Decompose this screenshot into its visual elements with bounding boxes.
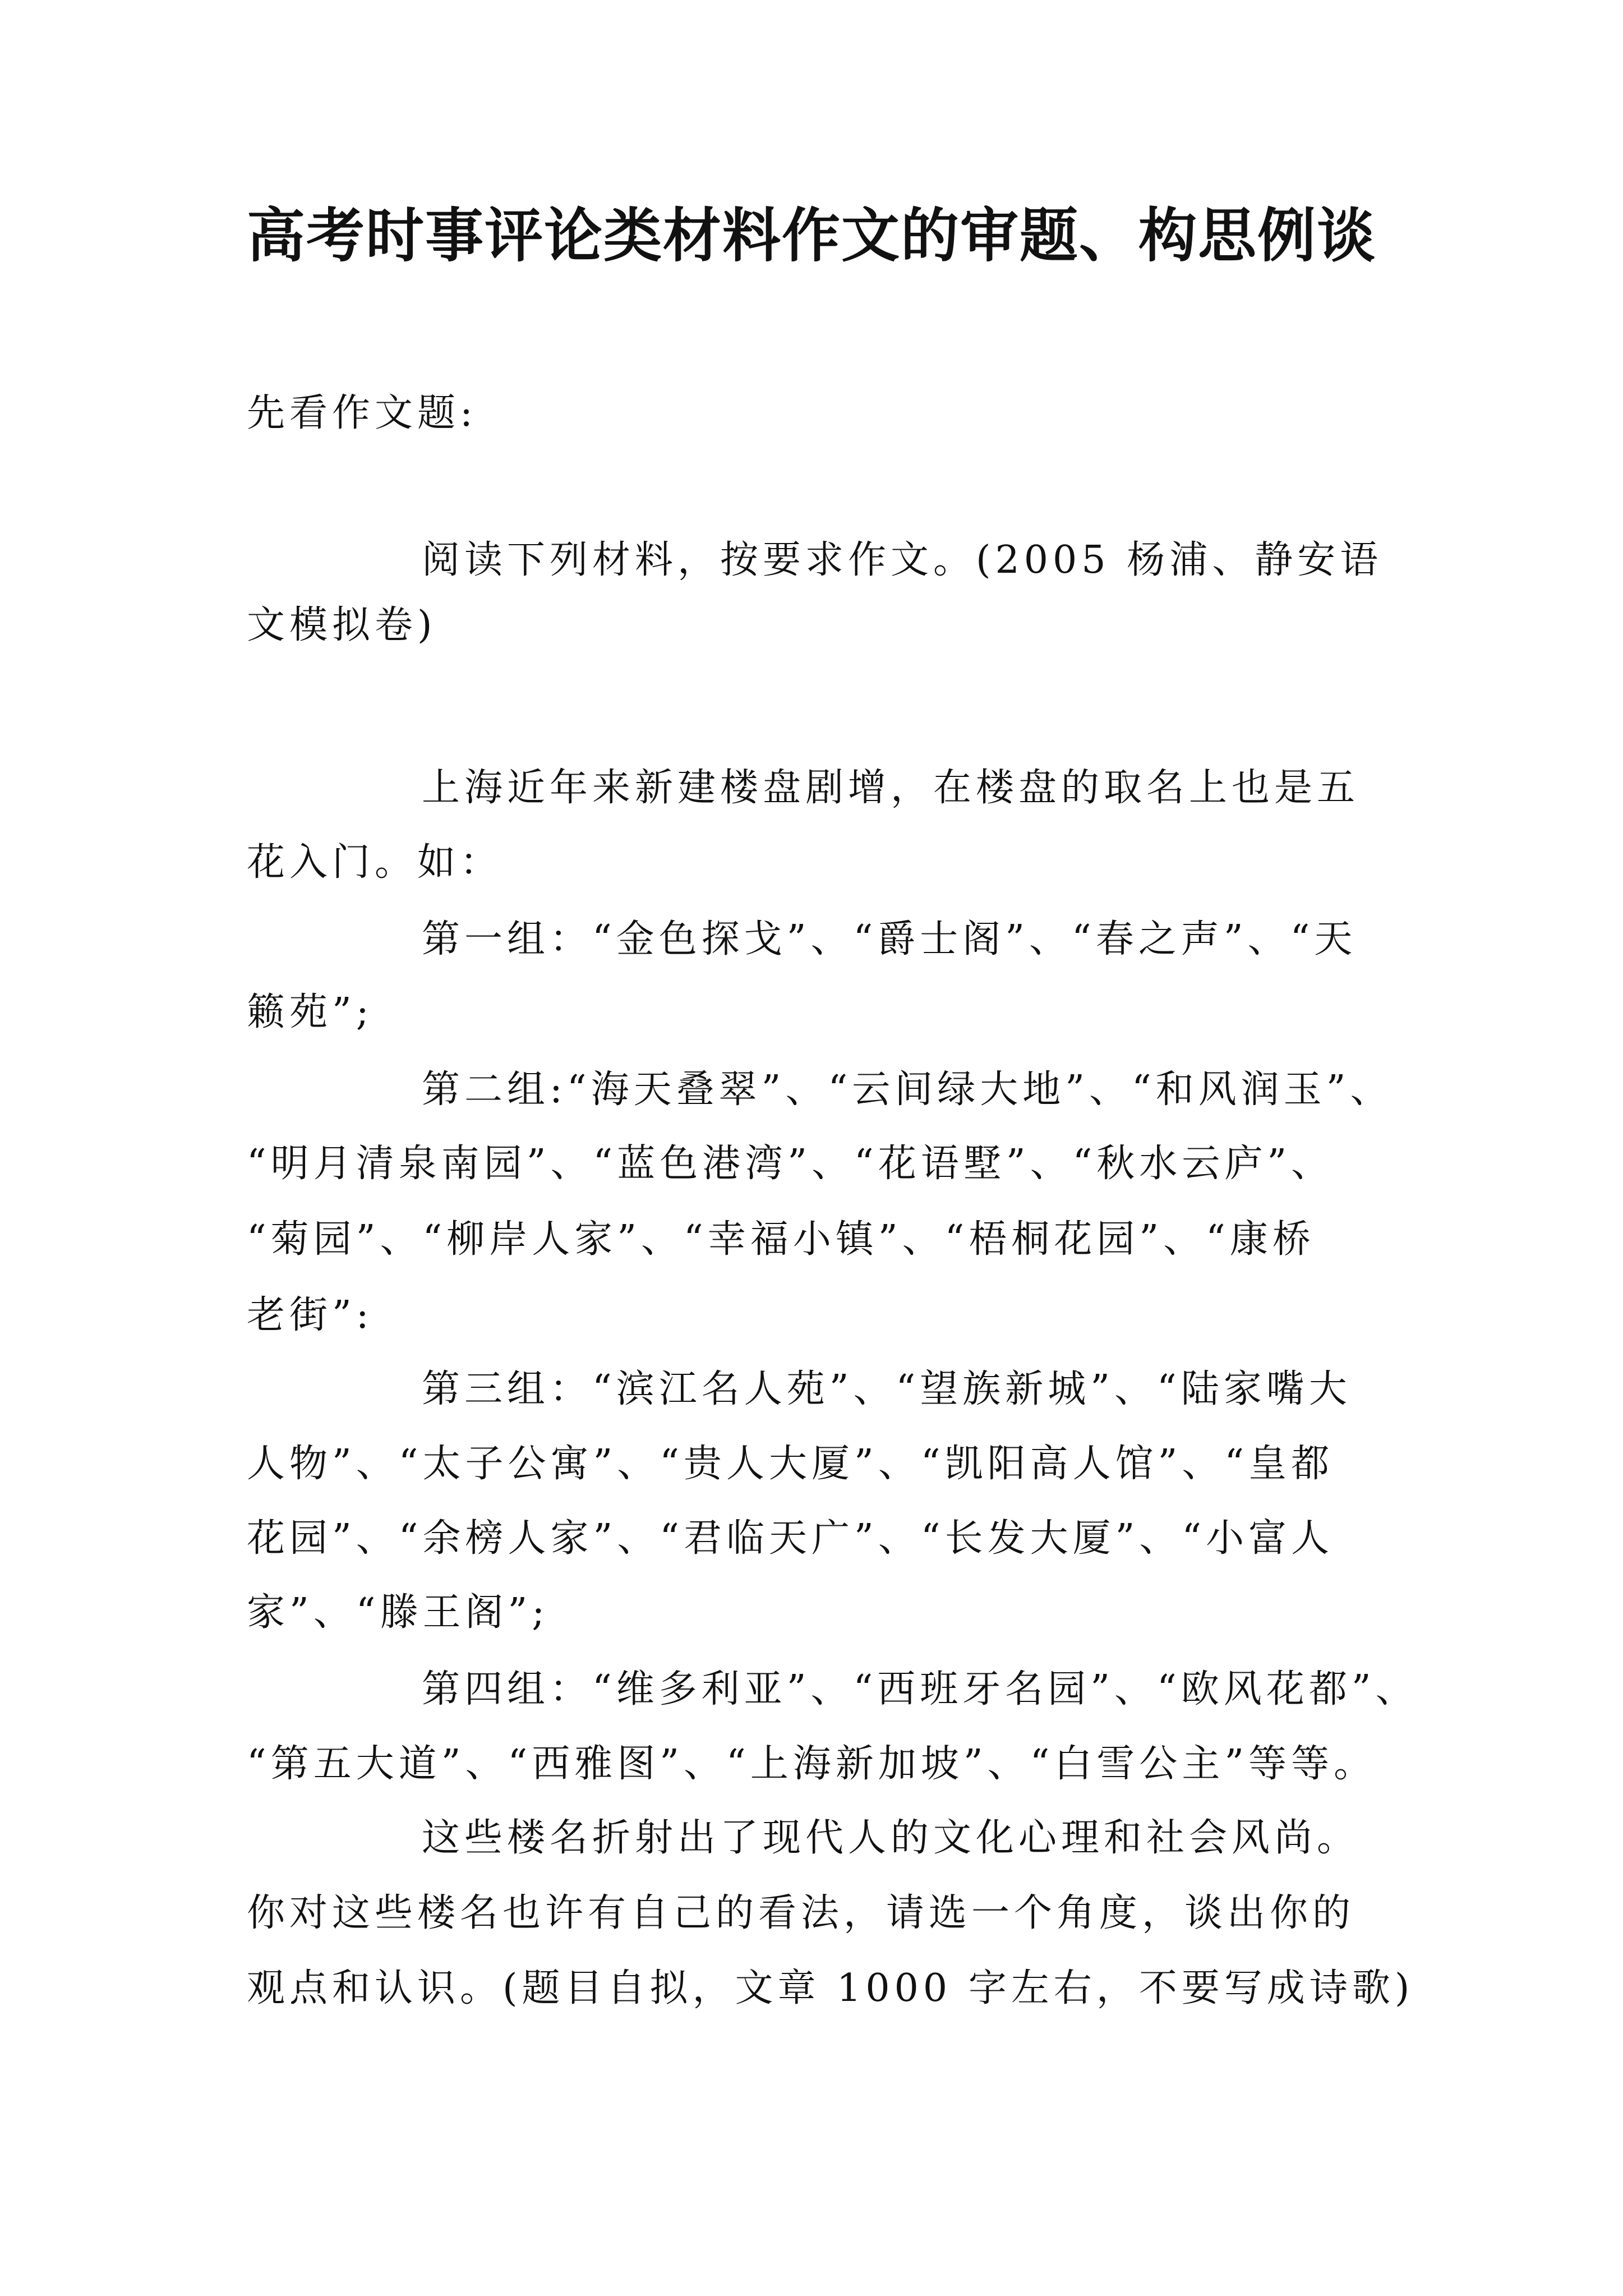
intro-text: 先看作文题:	[247, 391, 477, 435]
closing-line-3: 观点和认识。(题目自拟，文章 1000 字左右，不要写成诗歌)	[247, 1966, 1414, 2010]
document-title: 高考时事评论类材料作文的审题、构思例谈	[247, 201, 1377, 270]
group2-line-2: “明月清泉南园”、“蓝色港湾”、“花语墅”、“秋水云庐”、	[247, 1142, 1334, 1186]
instruction-line-2: 文模拟卷)	[247, 603, 437, 647]
group2-line-3: “菊园”、“柳岸人家”、“幸福小镇”、“梧桐花园”、“康桥	[247, 1217, 1315, 1262]
instruction-line-1: 阅读下列材料，按要求作文。(2005 杨浦、静安语	[422, 538, 1383, 582]
group2-line-1: 第二组:“海天叠翠”、“云间绿大地”、“和风润玉”、	[422, 1068, 1393, 1112]
group1-line-2: 籁苑”;	[247, 990, 374, 1034]
closing-line-1: 这些楼名折射出了现代人的文化心理和社会风尚。	[422, 1816, 1360, 1860]
group3-line-1: 第三组：“滨江名人苑”、“望族新城”、“陆家嘴大	[422, 1367, 1352, 1411]
group3-line-3: 花园”、“余榜人家”、“君临天广”、“长发大厦”、“小富人	[247, 1516, 1334, 1561]
group1-line-1: 第一组：“金色探戈”、“爵士阁”、“春之声”、“天	[422, 917, 1357, 961]
group2-line-4: 老街”:	[247, 1293, 374, 1337]
material-paragraph-line-1: 上海近年来新建楼盘剧增，在楼盘的取名上也是五	[422, 766, 1360, 810]
group3-line-2: 人物”、“太子公寓”、“贵人大厦”、“凯阳高人馆”、“皇都	[247, 1442, 1334, 1486]
material-paragraph-line-2: 花入门。如：	[247, 840, 503, 885]
closing-line-2: 你对这些楼名也许有自己的看法，请选一个角度，谈出你的	[247, 1891, 1355, 1935]
group4-line-2: “第五大道”、“西雅图”、“上海新加坡”、“白雪公主”等等。	[247, 1742, 1377, 1786]
group3-line-4: 家”、“滕王阁”;	[247, 1590, 550, 1635]
group4-line-1: 第四组：“维多利亚”、“西班牙名园”、“欧风花都”、	[422, 1667, 1418, 1711]
